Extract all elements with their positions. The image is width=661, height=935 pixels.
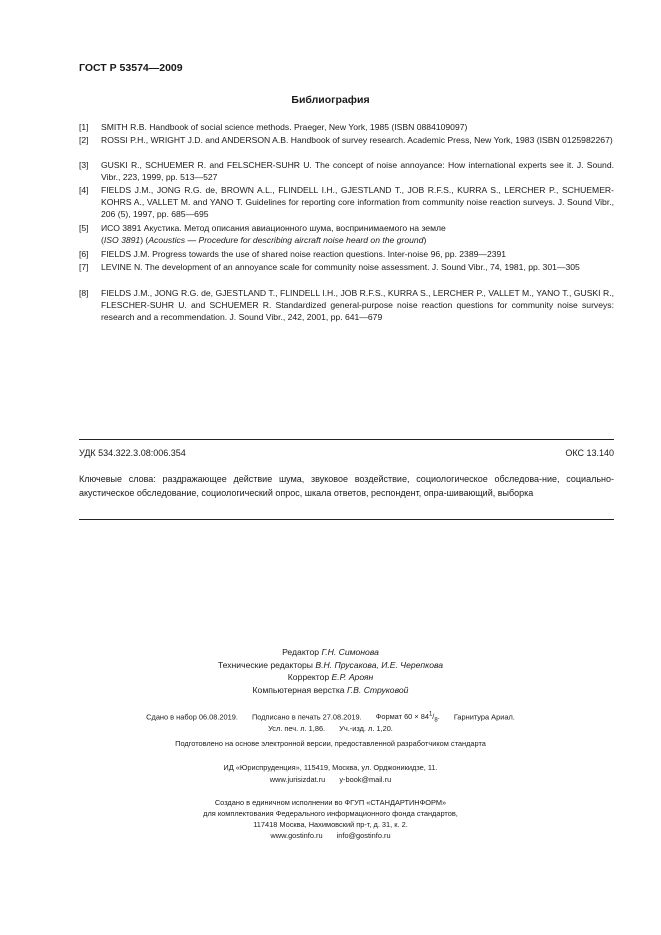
reference-iso-number: ISO 3891 — [103, 235, 141, 245]
publication-sheets: Уч.-изд. л. 1,20. — [339, 724, 393, 733]
format-label: Формат 60 × 84 — [375, 712, 429, 722]
reference-number: [3] — [79, 160, 89, 170]
reference-text: FIELDS J.M., JONG R.G. de, GJESTLAND T., FLINDELL I.H., JOB R.F.S., KURRA S., LERCHER P., VALLET M., YANO T., GUSKI R., FLESCHER-SUHR U. and SCHUEMER R. Standardized general-purpose noise reaction questions for community noise surveys: research and a recommendation. J. Sound Vibr., 242, 2001, pp. 641—679 — [101, 288, 614, 322]
reference-text: ROSSI P.H., WRIGHT J.D. and ANDERSON A.B. Handbook of survey research. Academic Press, New York, 1983 (ISBN 0125982267) — [101, 135, 613, 145]
reference-item — [79, 287, 614, 323]
print-sheets: Усл. печ. л. 1,86. — [268, 724, 326, 733]
prepared-note: Подготовлено на основе электронной версии, предоставленной разработчиком стандарта — [175, 739, 486, 748]
reference-number: [6] — [79, 249, 89, 259]
standard-number: ГОСТ Р 53574—2009 — [79, 62, 183, 74]
tech-editors-line — [0, 659, 661, 671]
reference-text: LEVINE N. The development of an annoyance scale for community noise assessment. J. Sound Vibr., 74, 1981, pp. 301—305 — [101, 262, 580, 272]
imprint-line-2 — [0, 723, 661, 734]
reference-item — [79, 159, 614, 183]
format-denominator: 8 — [434, 717, 438, 724]
format-numerator: 1 — [428, 712, 433, 718]
bibliography-title: Библиография — [291, 94, 370, 106]
reference-item — [79, 184, 614, 220]
corrector-line — [0, 671, 661, 683]
reference-text: SMITH R.B. Handbook of social science methods. Praeger, New York, 1985 (ISBN 0884109097) — [101, 122, 468, 132]
gostinfo-website-link[interactable]: www.gostinfo.ru — [270, 831, 323, 840]
reference-number: [5] — [79, 223, 89, 233]
reference-number: [4] — [79, 185, 89, 195]
reference-number: [2] — [79, 135, 89, 145]
layout-name: Г.В. Струковой — [346, 685, 409, 695]
created-line-2: для комплектования Федерального информационного фонда стандартов, — [203, 809, 458, 818]
publisher-contacts — [0, 774, 661, 785]
editor-label: Редактор — [282, 647, 320, 657]
divider — [79, 519, 614, 520]
layout-line — [0, 684, 661, 696]
editor-line — [0, 646, 661, 658]
reference-number: [8] — [79, 288, 89, 298]
tech-editors-label: Технические редакторы — [217, 660, 313, 670]
created-contacts — [0, 830, 661, 841]
reference-item — [79, 261, 614, 273]
reference-text: FIELDS J.M., JONG R.G. de, BROWN A.L., FLINDELL I.H., GJESTLAND T., JOB R.F.S., KURRA S., LERCHER P., SCHUEMER-KOHRS A., VALLET M. and YANO T. Guidelines for reporting core information from community noise reaction surveys. J. Sound Vibr., 206 (5), 1997, pp. 685—695 — [101, 185, 614, 219]
reference-text: GUSKI R., SCHUEMER R. and FELSCHER-SUHR U. The concept of noise annoyance: How international experts see it. J. Sound. Vibr., 223, 1999, pp. 513—527 — [101, 160, 614, 182]
typeface: Гарнитура Ариал. — [453, 712, 515, 722]
reference-text: FIELDS J.M. Progress towards the use of shared noise reaction questions. Inter-noise 96, pp. 2389—2391 — [101, 249, 507, 259]
oks-code: ОКС 13.140 — [565, 448, 614, 458]
format: Формат $60 \times 84^1/_8$. — [375, 712, 440, 724]
reference-text-block: ИСО 3891 Акустика. Метод описания авиационного шума, воспринимаемого на земле (ISO 3891) (Acoustics — Procedure for describing aircraft noise heard on the ground) — [101, 223, 446, 245]
layout-label: Компьютерная верстка — [252, 685, 345, 695]
tech-editors-names: В.Н. Прусакова, И.Е. Черепкова — [315, 660, 444, 670]
gostinfo-email-link[interactable]: info@gostinfo.ru — [336, 831, 391, 840]
reference-iso-title: Acoustics — Procedure for describing aircraft noise heard on the ground — [148, 235, 424, 245]
publisher-address: ИД «Юриспруденция», 115419, Москва, ул. Орджоникидзе, 11. — [223, 763, 438, 772]
reference-item — [79, 222, 614, 246]
udk-code: УДК 534.322.3.08:006.354 — [79, 448, 186, 458]
corrector-label: Корректор — [287, 672, 330, 682]
reference-item — [79, 121, 614, 133]
created-line-1: Создано в единичном исполнении во ФГУП «СТАНДАРТИНФОРМ» — [214, 798, 447, 807]
reference-number: [7] — [79, 262, 89, 272]
reference-text: ИСО 3891 Акустика. Метод описания авиационного шума, воспринимаемого на земле — [101, 223, 446, 233]
reference-item — [79, 134, 614, 146]
created-line-3: 117418 Москва, Нахимовский пр-т, д. 31, к. 2. — [253, 820, 408, 829]
reference-item — [79, 248, 614, 260]
publisher-email-link[interactable]: y-book@mail.ru — [339, 775, 392, 784]
signed-date: Подписано в печать 27.08.2019. — [251, 712, 362, 722]
corrector-name: Е.Р. Ароян — [331, 672, 374, 682]
editor-name: Г.Н. Симонова — [321, 647, 379, 657]
divider — [79, 439, 614, 440]
reference-number: [1] — [79, 122, 89, 132]
keywords: Ключевые слова: раздражающее действие шума, звуковое воздействие, социологическое обследова-ние, социально-акустическое обследование, социологический опрос, шкала ответов, респондент, опра-шивающий, выборка — [79, 474, 614, 498]
submitted-date: Сдано в набор 06.08.2019. — [146, 712, 238, 722]
publisher-website-link[interactable]: www.jurisizdat.ru — [269, 775, 326, 784]
